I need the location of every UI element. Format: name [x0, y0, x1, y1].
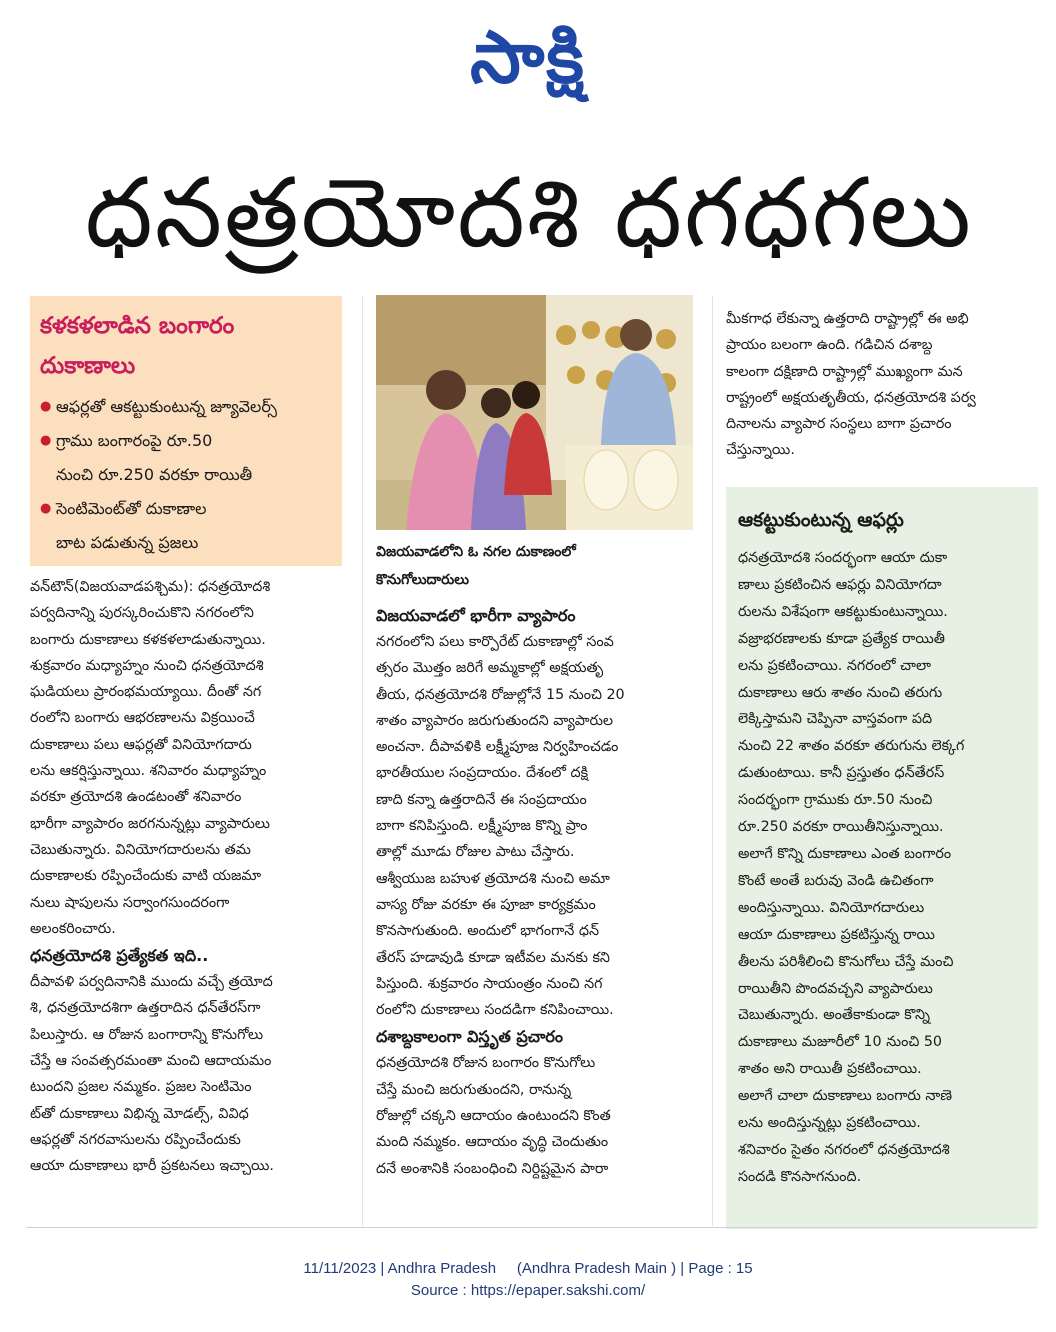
- offers-text: [738, 545, 1026, 1191]
- column-divider: [362, 296, 363, 1226]
- text-line: దనే అంశానికి సంబంధించి నిర్దిష్టమైన పారా: [376, 1160, 609, 1177]
- text-line: చేస్తున్నాయి.: [726, 442, 795, 459]
- text-line: వజ్రాభరణాలకు కూడా ప్రత్యేక రాయితీ: [738, 630, 945, 647]
- highlight-bullet: [40, 424, 334, 492]
- photo-caption: [376, 538, 676, 594]
- text-line: రంలోని దుకాణాలు సందడిగా కనిపించాయి.: [376, 1002, 614, 1019]
- text-line: దుకాణాలు మజూరీలో 10 నుంచి 50: [738, 1034, 943, 1051]
- text-line: తేరస్‌ హడావుడి కూడా ఇటీవల మనకు కని: [376, 949, 610, 966]
- text-line: తాల్లో మూడు రోజుల పాటు చేస్తారు.: [376, 844, 575, 861]
- text-line: తీయ, ధనత్రయోదశి రోజుల్లోనే 15 నుంచి 20: [376, 686, 625, 703]
- text-line: ఆయా దుకాణాలు ప్రకటిస్తున్న రాయి: [738, 926, 935, 943]
- subheading: దశాబ్దకాలంగా విస్తృత ప్రచారం: [376, 1027, 563, 1047]
- text-line: చెబుతున్నారు. వినియోగదారులను తమ: [30, 841, 251, 858]
- offers-box: [726, 487, 1038, 1229]
- text-line: దుకాణాలు పలు ఆఫర్లతో వినియోగదారు: [30, 736, 252, 753]
- text-line: శి, ధనత్రయోదశిగా ఉత్తరాదిన ధన్‌తేరస్‌గా: [30, 1000, 261, 1017]
- text-line: టుందని ప్రజల నమ్మకం. ప్రజల సెంటిమెం: [30, 1079, 252, 1096]
- text-line: నులు షాపులను సర్వాంగసుందరంగా: [30, 894, 230, 911]
- text-line: లను ఆకర్షిస్తున్నాయి. శనివారం మధ్యాహ్నం: [30, 763, 267, 780]
- text-line: కొంటే అంతే బరువు వెండి ఉచితంగా: [738, 872, 934, 889]
- text-line: లెక్కిస్తామని చెప్పినా వాస్తవంగా పది: [738, 711, 933, 728]
- text-line: వాస్య రోజు వరకూ ఈ పూజా కార్యక్రమం: [376, 896, 596, 913]
- text-line: రాయితీని పొందవచ్చని వ్యాపారులు: [738, 980, 933, 997]
- text-line: రూ.250 వరకూ రాయితీనిస్తున్నాయి.: [738, 819, 944, 836]
- text-line: బంగారు దుకాణాలు కళకళలాడుతున్నాయి.: [30, 631, 266, 648]
- text-line: బాగా కనిపిస్తుంది. లక్ష్మీపూజ కొన్ని ప్రాం: [376, 818, 588, 835]
- text-line: పిస్తుంది. శుక్రవారం సాయంత్రం నుంచి నగ: [376, 975, 603, 992]
- footer: [0, 1258, 1056, 1302]
- bullet-text: బాట పడుతున్న ప్రజలు: [56, 533, 199, 552]
- footer-source[interactable]: Source : https://epaper.sakshi.com/: [410, 1282, 646, 1299]
- text-line: దుకాణాలు ఆరు శాతం నుంచి తరుగు: [738, 684, 943, 701]
- text-line: దీపావళి పర్వదినానికి ముందు వచ్చే త్రయోద: [30, 974, 273, 991]
- text-line: ఆశ్వీయుజ బహుళ త్రయోదశి నుంచి అమా: [376, 870, 610, 887]
- text-line: డుతుంటాయి. కానీ ప్రస్తుతం ధన్‌తేరస్‌: [738, 765, 945, 782]
- highlights-title-line1: కళకళలాడిన బంగారం: [40, 313, 235, 339]
- text-line: దినాలను వ్యాపార సంస్థలు బాగా ప్రచారం: [726, 416, 952, 433]
- text-line: సందర్భంగా గ్రాముకు రూ.50 నుంచి: [738, 792, 933, 809]
- text-line: లను అందిస్తున్నట్లు ప్రకటించాయి.: [738, 1115, 921, 1132]
- text-line: అలాగే చాలా దుకాణాలు బంగారు నాణె: [738, 1088, 953, 1105]
- text-line: ట్‌తో దుకాణాలు విభిన్న మోడల్స్‌, వివిధ: [30, 1105, 249, 1122]
- text-line: చేస్తే మంచి జరుగుతుందని, రానున్న: [376, 1081, 572, 1098]
- text-line: ధనత్రయోదశి రోజున బంగారం కొనుగోలు: [376, 1055, 596, 1072]
- text-line: నుంచి 22 శాతం వరకూ తరుగును లెక్కగ: [738, 738, 965, 755]
- text-line: చెబుతున్నారు. అంతేకాకుండా కొన్ని: [738, 1007, 930, 1024]
- highlight-bullet: [40, 492, 334, 560]
- text-line: నగరంలోని పలు కార్పొరేట్‌ దుకాణాల్లో సంవ: [376, 634, 614, 650]
- text-line: వరకూ త్రయోదశి ఉండటంతో శనివారం: [30, 789, 242, 806]
- text-line: రులను విశేషంగా ఆకట్టుకుంటున్నాయి.: [738, 603, 948, 620]
- text-line: రంలోని బంగారు ఆభరణాలను విక్రయించే: [30, 710, 255, 727]
- article-column-1: [30, 574, 348, 1180]
- text-line: త్సరం మొత్తం జరిగే అమ్మకాల్లో అక్షయతృ: [376, 660, 604, 677]
- text-line: వన్‌టౌన్‌(విజయవాడపశ్చిమ): ధనత్రయోదశి: [30, 579, 271, 595]
- bullet-text: నుంచి రూ.250 వరకూ రాయితీ: [56, 465, 253, 484]
- text-line: సందడి కొనసాగనుంది.: [738, 1168, 862, 1185]
- text-line: కాలంగా దక్షిణాది రాష్ట్రాల్లో ముఖ్యంగా మన: [726, 363, 963, 380]
- text-line: ప్రాయం బలంగా ఉంది. గడిచిన దశాబ్ద: [726, 337, 933, 354]
- text-line: శాతం వ్యాపారం జరుగుతుందని వ్యాపారుల: [376, 712, 614, 729]
- offers-title: ఆకట్టుకుంటున్న ఆఫర్లు: [738, 509, 904, 531]
- footer-rule: [26, 1227, 1036, 1228]
- bullet-text: ● గ్రాము బంగారంపై రూ.50: [56, 431, 213, 450]
- text-line: ఆయా దుకాణాలు భారీ ప్రకటనలు ఇచ్చాయి.: [30, 1158, 274, 1175]
- text-line: పర్వదినాన్ని పురస్కరించుకొని నగరంలోని: [30, 605, 254, 622]
- bullet-text: ● సెంటిమెంట్‌తో దుకాణాల: [56, 499, 207, 518]
- footer-edition-info: 11/11/2023 | Andhra Pradesh (Andhra Pradesh Main ) | Page : 15: [303, 1260, 753, 1277]
- bullet-text: ● ఆఫర్లతో ఆకట్టుకుంటున్న జ్యూవెలర్స్: [56, 397, 278, 416]
- text-line: ణాది కన్నా ఉత్తరాదినే ఈ సంప్రదాయం: [376, 791, 587, 808]
- text-line: ణాలు ప్రకటించిన ఆఫర్లు వినియోగదా: [738, 576, 942, 593]
- text-line: లను ప్రకటించాయి. నగరంలో చాలా: [738, 657, 931, 674]
- text-line: అలాగే కొన్ని దుకాణాలు ఎంత బంగారం: [738, 845, 952, 862]
- page-headline: ధనత్రయోదశి ధగధగలు: [85, 157, 973, 269]
- text-line: శనివారం సైతం నగరంలో ధనత్రయోదశి: [738, 1141, 950, 1158]
- text-line: ఆఫర్లతో నగరవాసులను రప్పించేందుకు: [30, 1131, 241, 1148]
- article-column-3: [726, 306, 1038, 464]
- highlight-bullet: [40, 390, 334, 424]
- photo-illustration: [376, 295, 693, 530]
- text-line: రోజుల్లో చక్కని ఆదాయం ఉంటుందని కొంత: [376, 1108, 611, 1125]
- highlights-title-line2: దుకాణాలు: [40, 353, 136, 379]
- text-line: మంది నమ్మకం. ఆదాయం వృద్ధి చెందుతుం: [376, 1134, 609, 1151]
- text-line: శుక్రవారం మధ్యాహ్నం నుంచి ధనత్రయోదశి: [30, 657, 264, 674]
- text-line: ధనత్రయోదశి సందర్భంగా ఆయా దుకా: [738, 550, 948, 566]
- column-divider: [712, 296, 713, 1226]
- jewellery-shop-photo: [376, 295, 693, 530]
- text-line: అలంకరించారు.: [30, 920, 116, 937]
- caption-line: కొనుగోలుదారులు: [376, 572, 470, 588]
- text-line: దుకాణాలకు రప్పించేందుకు వాటి యజమా: [30, 868, 262, 885]
- text-line: రాష్ట్రంలో అక్షయతృతీయ, ధనత్రయోదశి పర్వ: [726, 389, 976, 406]
- subheading: విజయవాడలో భారీగా వ్యాపారం: [376, 606, 576, 625]
- text-line: చేస్తే ఆ సంవత్సరమంతా మంచి ఆదాయమం: [30, 1053, 272, 1070]
- subheading: ధనత్రయోదశి ప్రత్యేకత ఇది..: [30, 946, 209, 966]
- text-line: భారీగా వ్యాపారం జరగనున్నట్లు వ్యాపారులు: [30, 815, 270, 832]
- text-line: ఘడియలు ప్రారంభమయ్యాయి. దీంతో నగ: [30, 684, 262, 701]
- text-line: శాతం అని రాయితీ ప్రకటించాయి.: [738, 1061, 922, 1078]
- highlights-box: [30, 296, 342, 566]
- text-line: అందిస్తున్నాయి. వినియోగదారులు: [738, 899, 925, 916]
- text-line: తీలను పరిశీలించి కొనుగోలు చేస్తే మంచి: [738, 953, 954, 970]
- caption-line: విజయవాడలోని ఓ నగల దుకాణంలో: [376, 544, 576, 560]
- article-column-2: [376, 602, 698, 1182]
- text-line: అంచనా. దీపావళికి లక్ష్మీపూజ నిర్వహించడం: [376, 739, 619, 756]
- text-line: భారతీయుల సంప్రదాయం. దేశంలో దక్షి: [376, 765, 589, 782]
- masthead-logo: సాక్షి: [470, 15, 586, 99]
- text-line: మీకగాధ లేకున్నా ఉత్తరాది రాష్ట్రాల్లో ఈ అభి: [726, 311, 969, 327]
- text-line: కొనసాగుతుంది. అందులో భాగంగానే ధన్‌: [376, 923, 600, 940]
- text-line: పిలుస్తారు. ఆ రోజున బంగారాన్ని కొనుగోలు: [30, 1026, 264, 1043]
